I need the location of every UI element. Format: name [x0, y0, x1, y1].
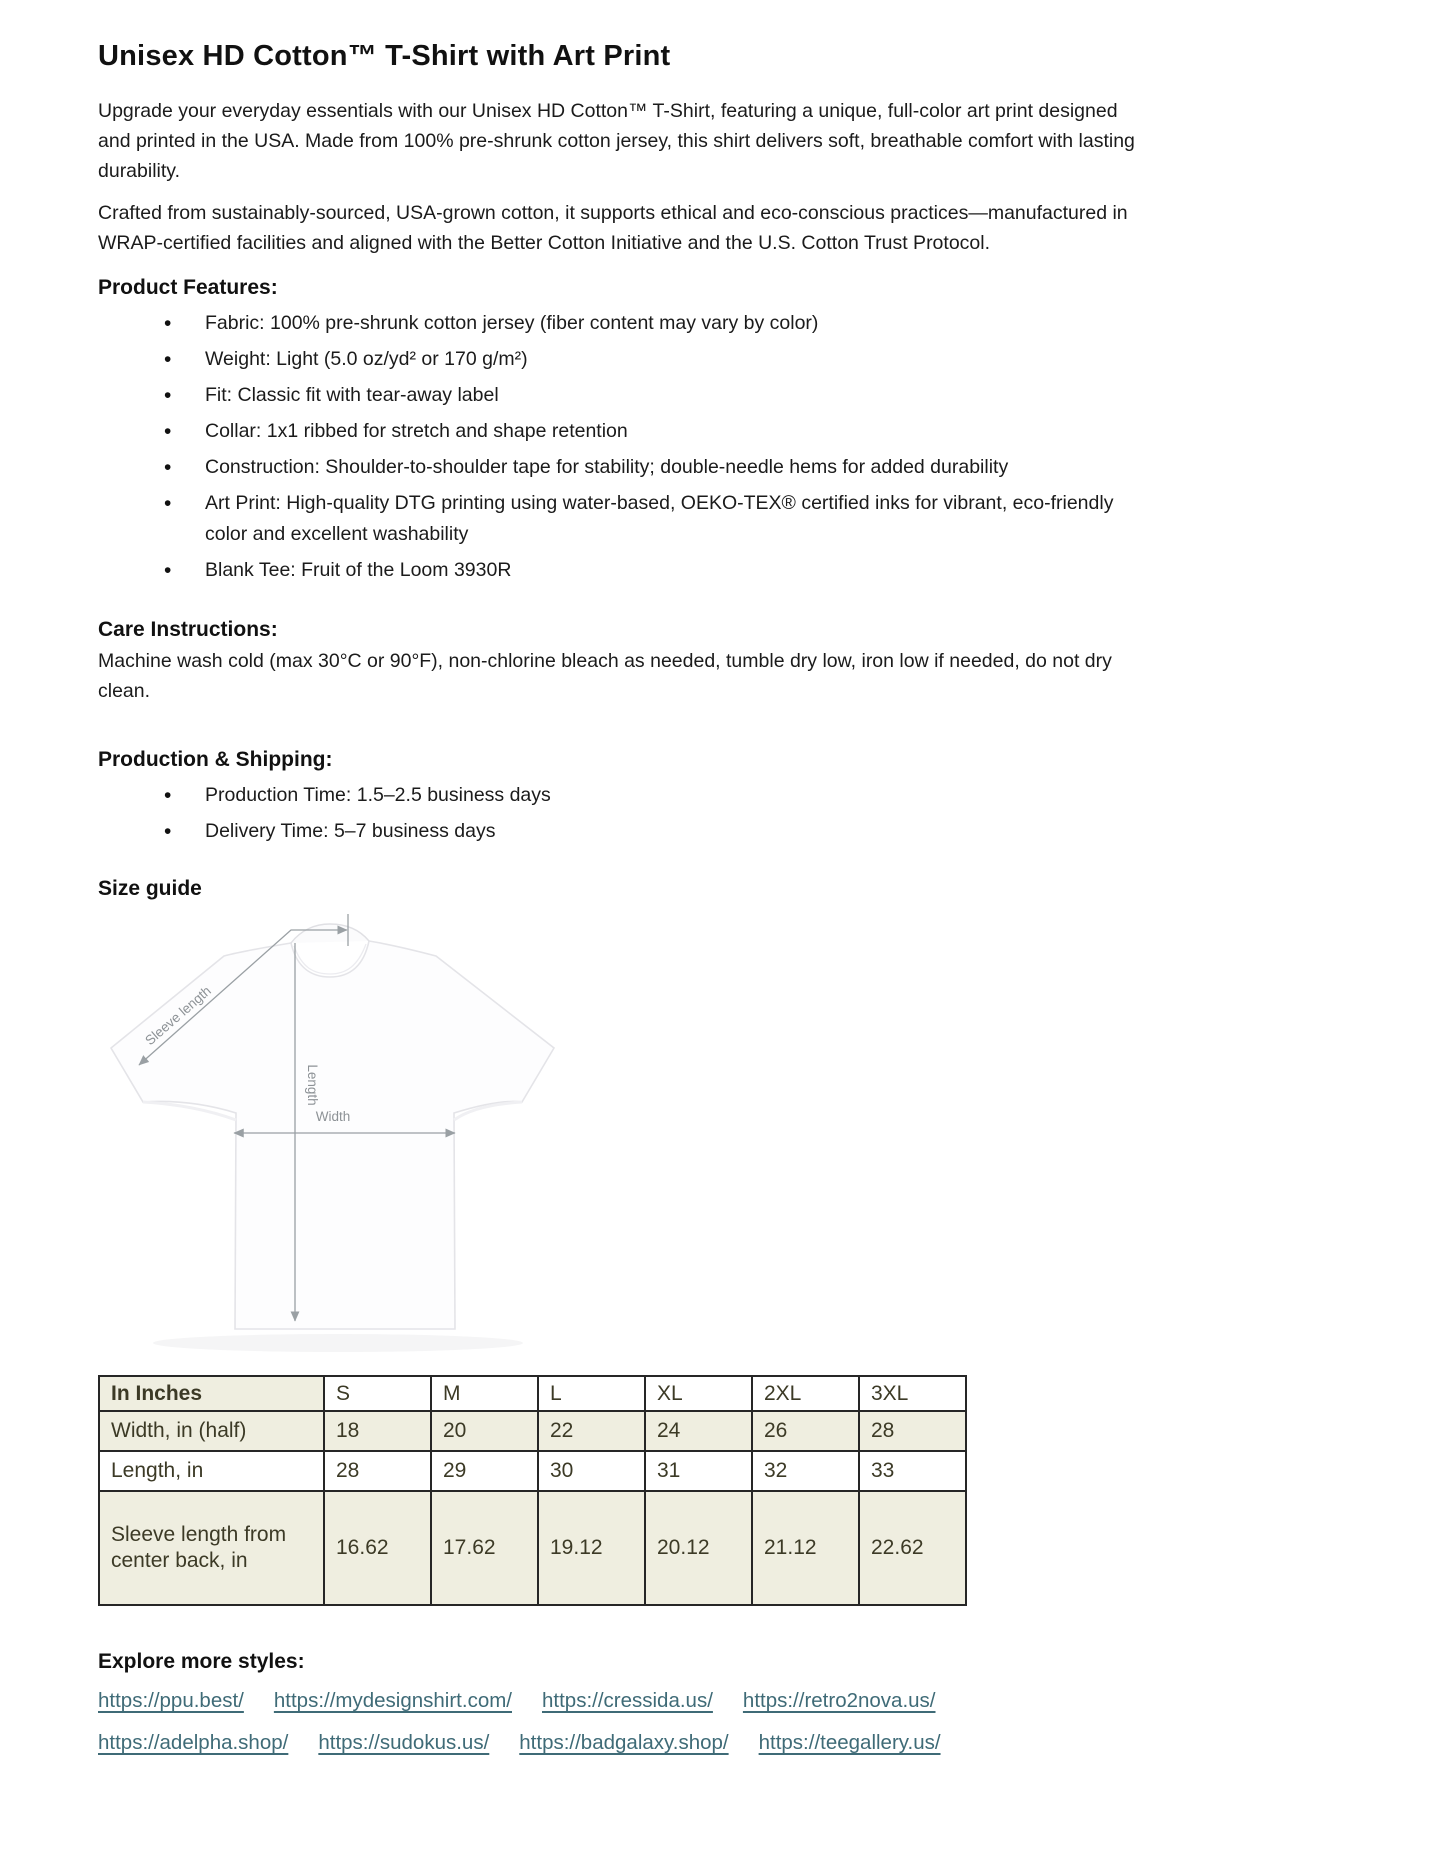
table-header-size: L	[538, 1376, 645, 1411]
list-item: • Fabric: 100% pre-shrunk cotton jersey (fiber content may vary by color)	[98, 308, 1153, 339]
size-guide-heading: Size guide	[98, 877, 202, 900]
intro-paragraph-2: Crafted from sustainably-sourced, USA-grown cotton, it supports ethical and eco-conscious practices—manufactured in WRAP-certified facilities and aligned with the Better Cotton Initiative and the U.S. Cotton Trust Protocol.	[98, 202, 1128, 254]
explore-heading: Explore more styles:	[98, 1650, 305, 1673]
cell-value: 26	[752, 1411, 859, 1451]
length-label: Length	[305, 1064, 320, 1106]
row-label: Width, in (half)	[99, 1411, 324, 1451]
cell-value: 32	[752, 1451, 859, 1491]
cell-value: 20.12	[645, 1491, 752, 1605]
tshirt-shape	[111, 941, 554, 1329]
list-item: • Construction: Shoulder-to-shoulder tape for stability; double-needle hems for added durability	[98, 452, 1153, 483]
page-title: Unisex HD Cotton™ T-Shirt with Art Print	[98, 40, 671, 72]
features-heading: Product Features:	[98, 276, 278, 299]
store-link[interactable]: https://teegallery.us/	[758, 1731, 941, 1754]
list-item: • Art Print: High-quality DTG printing using water-based, OEKO-TEX® certified inks for vibrant, eco-friendly color and excellent washability	[98, 488, 1153, 550]
list-item: • Weight: Light (5.0 oz/yd² or 170 g/m²)	[98, 344, 1153, 375]
table-header-row	[99, 1376, 966, 1411]
cell-value: 28	[859, 1411, 966, 1451]
cell-value: 20	[431, 1411, 538, 1451]
store-link[interactable]: https://cressida.us/	[542, 1689, 713, 1712]
cell-value: 17.62	[431, 1491, 538, 1605]
sleeve-length-label: Sleeve length	[142, 983, 214, 1049]
table-header-size: M	[431, 1376, 538, 1411]
explore-links	[98, 1686, 1098, 1757]
list-item: • Fit: Classic fit with tear-away label	[98, 380, 1153, 411]
store-link[interactable]: https://mydesignshirt.com/	[273, 1689, 512, 1712]
shipping-heading: Production & Shipping:	[98, 748, 333, 771]
store-link[interactable]: https://sudokus.us/	[318, 1731, 490, 1754]
cell-value: 22.62	[859, 1491, 966, 1605]
cell-value: 16.62	[324, 1491, 431, 1605]
size-table	[98, 1375, 967, 1606]
cell-value: 31	[645, 1451, 752, 1491]
features-list	[98, 308, 1153, 586]
collar-back	[291, 924, 369, 943]
tshirt-measurement-image	[95, 905, 573, 1363]
list-item: • Blank Tee: Fruit of the Loom 3930R	[98, 555, 1153, 586]
cell-value: 29	[431, 1451, 538, 1491]
cell-value: 22	[538, 1411, 645, 1451]
list-item: • Delivery Time: 5–7 business days	[98, 816, 1153, 847]
shadow	[153, 1334, 523, 1352]
shipping-list	[98, 780, 1153, 847]
size-guide-diagram	[95, 905, 573, 1363]
cell-value: 21.12	[752, 1491, 859, 1605]
intro-paragraph-1: Upgrade your everyday essentials with our Unisex HD Cotton™ T-Shirt, featuring a unique, full-color art print designed and printed in the USA. Made from 100% pre-shrunk cotton jersey, this shirt delivers soft, breathable comfort with lasting durability.	[98, 100, 1135, 182]
care-heading: Care Instructions:	[98, 618, 278, 641]
care-text: Machine wash cold (max 30°C or 90°F), non-chlorine bleach as needed, tumble dry low, iron low if needed, do not dry clean.	[98, 650, 1112, 702]
cell-value: 18	[324, 1411, 431, 1451]
table-header-size: S	[324, 1376, 431, 1411]
store-link[interactable]: https://adelpha.shop/	[98, 1731, 289, 1754]
cell-value: 30	[538, 1451, 645, 1491]
cell-value: 28	[324, 1451, 431, 1491]
cell-value: 19.12	[538, 1491, 645, 1605]
table-header-size: 2XL	[752, 1376, 859, 1411]
row-label: Length, in	[99, 1451, 324, 1491]
table-row	[99, 1411, 966, 1451]
row-label: Sleeve length from center back, in	[99, 1491, 324, 1605]
table-row	[99, 1491, 966, 1605]
list-item: • Production Time: 1.5–2.5 business days	[98, 780, 1153, 811]
list-item: • Collar: 1x1 ribbed for stretch and shape retention	[98, 416, 1153, 447]
store-link[interactable]: https://ppu.best/	[98, 1689, 244, 1712]
cell-value: 24	[645, 1411, 752, 1451]
table-header-unit: In Inches	[99, 1376, 324, 1411]
cell-value: 33	[859, 1451, 966, 1491]
table-row	[99, 1451, 966, 1491]
store-link[interactable]: https://badgalaxy.shop/	[519, 1731, 729, 1754]
table-header-size: XL	[645, 1376, 752, 1411]
store-link[interactable]: https://retro2nova.us/	[742, 1689, 936, 1712]
width-label: Width	[315, 1109, 351, 1124]
table-header-size: 3XL	[859, 1376, 966, 1411]
